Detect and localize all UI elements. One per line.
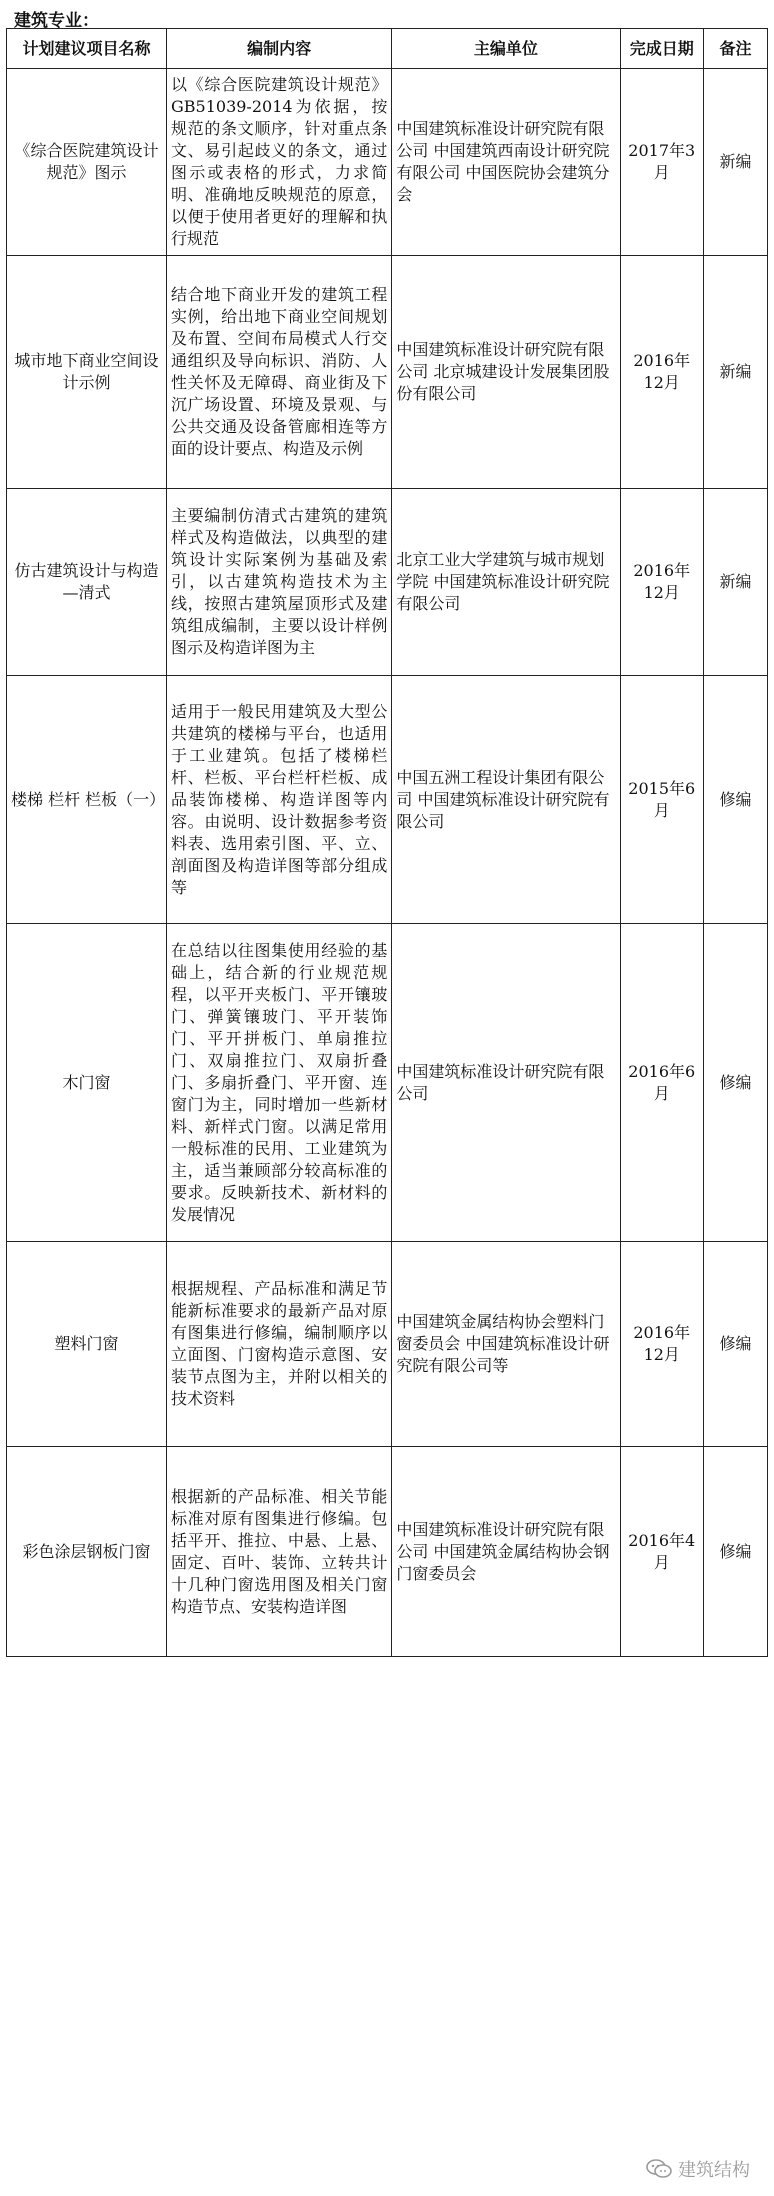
table-row [7, 256, 768, 489]
row-chief-unit: 中国建筑标准设计研究院有限公司 北京城建设计发展集团股份有限公司 [392, 256, 620, 489]
row-project-name: 城市地下商业空间设计示例 [7, 256, 167, 489]
table-row [7, 676, 768, 924]
wechat-icon [646, 2159, 672, 2179]
row-chief-unit: 中国建筑标准设计研究院有限公司 中国建筑西南设计研究院有限公司 中国医院协会建筑分会 [392, 69, 620, 256]
row-project-name: 木门窗 [7, 924, 167, 1242]
row-note: 新编 [703, 489, 767, 676]
header-chief-unit: 主编单位 [392, 29, 620, 69]
row-note: 修编 [703, 1242, 767, 1447]
watermark [646, 2156, 750, 2182]
table-header-row [7, 29, 768, 69]
row-note: 修编 [703, 1447, 767, 1657]
table-row [7, 924, 768, 1242]
row-project-name: 仿古建筑设计与构造—清式 [7, 489, 167, 676]
row-chief-unit: 北京工业大学建筑与城市规划学院 中国建筑标准设计研究院有限公司 [392, 489, 620, 676]
row-note: 修编 [703, 676, 767, 924]
row-project-name: 《综合医院建筑设计规范》图示 [7, 69, 167, 256]
row-completion-date: 2016年12月 [620, 489, 703, 676]
row-content: 主要编制仿清式古建筑的建筑样式及构造做法，以典型的建筑设计实际案例为基础及索引，以古建筑构造技术为主线，按照古建筑屋顶形式及建筑组成编制，主要以设计样例图示及构造详图为主 [166, 489, 391, 676]
row-chief-unit: 中国五洲工程设计集团有限公司 中国建筑标准设计研究院有限公司 [392, 676, 620, 924]
row-completion-date: 2015年6月 [620, 676, 703, 924]
row-content: 根据新的产品标准、相关节能标准对原有图集进行修编。包括平开、推拉、中悬、上悬、固定、百叶、装饰、立转共计十几种门窗选用图及相关门窗构造节点、安装构造详图 [166, 1447, 391, 1657]
table-row [7, 489, 768, 676]
row-completion-date: 2016年12月 [620, 1242, 703, 1447]
row-note: 新编 [703, 69, 767, 256]
table-row [7, 1447, 768, 1657]
row-note: 修编 [703, 924, 767, 1242]
watermark-text: 建筑结构 [678, 2160, 750, 2181]
row-content: 根据规程、产品标准和满足节能新标准要求的最新产品对原有图集进行修编，编制顺序以立面图、门窗构造示意图、安装节点图为主，并附以相关的技术资料 [166, 1242, 391, 1447]
row-chief-unit: 中国建筑标准设计研究院有限公司 [392, 924, 620, 1242]
row-content: 结合地下商业开发的建筑工程实例，给出地下商业空间规划及布置、空间布局模式人行交通组织及导向标识、消防、人性关怀及无障碍、商业街及下沉广场设置、环境及景观、与公共交通及设备管廊相连等方面的设计要点、构造及示例 [166, 256, 391, 489]
header-project-name: 计划建议项目名称 [7, 29, 167, 69]
plan-table [6, 28, 768, 1657]
row-content: 在总结以往图集使用经验的基础上，结合新的行业规范规程，以平开夹板门、平开镶玻门、弹簧镶玻门、平开装饰门、平开拼板门、单扇推拉门、双扇推拉门、双扇折叠门、多扇折叠门、平开窗、连窗门为主，同时增加一些新材料、新样式门窗。以满足常用一般标准的民用、工业建筑为主，适当兼顾部分较高标准的要求。反映新技术、新材料的发展情况 [166, 924, 391, 1242]
header-content: 编制内容 [166, 29, 391, 69]
header-completion-date: 完成日期 [620, 29, 703, 69]
row-chief-unit: 中国建筑金属结构协会塑料门窗委员会 中国建筑标准设计研究院有限公司等 [392, 1242, 620, 1447]
row-content: 以《综合医院建筑设计规范》GB51039-2014为依据，按规范的条文顺序，针对重点条文、易引起歧义的条文，通过图示或表格的形式，力求简明、准确地反映规范的原意，以便于使用者更好的理解和执行规范 [166, 69, 391, 256]
row-completion-date: 2017年3月 [620, 69, 703, 256]
row-project-name: 彩色涂层钢板门窗 [7, 1447, 167, 1657]
header-note: 备注 [703, 29, 767, 69]
row-content: 适用于一般民用建筑及大型公共建筑的楼梯与平台，也适用于工业建筑。包括了楼梯栏杆、栏板、平台栏杆栏板、成品装饰楼梯、构造详图等内容。由说明、设计数据参考资料表、选用索引图、平、立、剖面图及构造详图等部分组成等 [166, 676, 391, 924]
row-note: 新编 [703, 256, 767, 489]
row-project-name: 楼梯 栏杆 栏板（一） [7, 676, 167, 924]
row-completion-date: 2016年6月 [620, 924, 703, 1242]
row-completion-date: 2016年4月 [620, 1447, 703, 1657]
row-chief-unit: 中国建筑标准设计研究院有限公司 中国建筑金属结构协会钢门窗委员会 [392, 1447, 620, 1657]
table-row [7, 1242, 768, 1447]
section-heading: 建筑专业： [14, 11, 99, 31]
table-row [7, 69, 768, 256]
row-completion-date: 2016年12月 [620, 256, 703, 489]
row-project-name: 塑料门窗 [7, 1242, 167, 1447]
